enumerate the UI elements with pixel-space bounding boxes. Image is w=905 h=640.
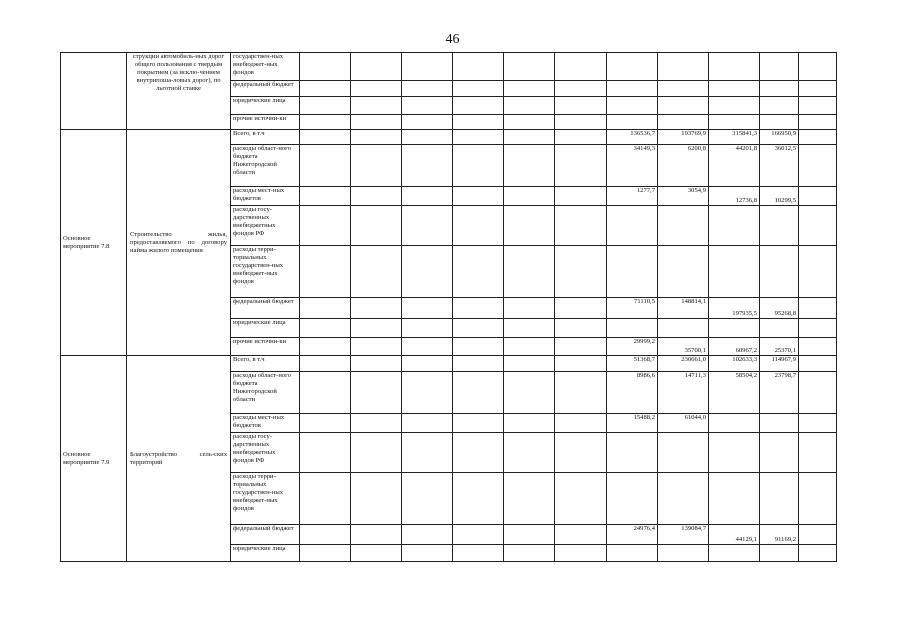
empty-cell xyxy=(453,525,504,545)
empty-cell xyxy=(555,246,607,298)
empty-cell xyxy=(555,433,607,473)
empty-cell xyxy=(300,246,351,298)
empty-cell xyxy=(453,298,504,319)
value-cell: 91169,2 xyxy=(760,525,799,545)
value-cell: 193769,9 xyxy=(658,130,709,145)
empty-cell xyxy=(799,145,837,187)
value-cell: 315841,3 xyxy=(709,130,760,145)
empty-cell xyxy=(799,372,837,414)
empty-cell xyxy=(402,206,453,246)
description-cell: Благоустройство сель-ских территорий xyxy=(127,356,231,562)
empty-cell xyxy=(402,115,453,130)
empty-cell xyxy=(402,545,453,562)
source-cell: федеральный бюджет xyxy=(231,298,300,319)
empty-cell xyxy=(453,319,504,338)
empty-cell xyxy=(453,115,504,130)
empty-cell xyxy=(504,246,555,298)
source-cell: прочие источни-ки xyxy=(231,338,300,356)
empty-cell xyxy=(555,356,607,372)
empty-cell xyxy=(300,97,351,115)
value-cell: 25370,1 xyxy=(760,338,799,356)
empty-cell xyxy=(504,319,555,338)
value-cell xyxy=(760,97,799,115)
value-cell: 6200,8 xyxy=(658,145,709,187)
empty-cell xyxy=(300,145,351,187)
value-cell xyxy=(658,246,709,298)
empty-cell xyxy=(453,473,504,525)
empty-cell xyxy=(453,372,504,414)
empty-cell xyxy=(300,115,351,130)
value-cell xyxy=(709,473,760,525)
empty-cell xyxy=(300,81,351,97)
empty-cell xyxy=(402,356,453,372)
value-cell xyxy=(709,53,760,81)
value-cell xyxy=(607,545,658,562)
value-cell: 95268,8 xyxy=(760,298,799,319)
empty-cell xyxy=(351,206,402,246)
empty-cell xyxy=(453,246,504,298)
empty-cell xyxy=(351,115,402,130)
empty-cell xyxy=(799,97,837,115)
empty-cell xyxy=(555,414,607,433)
empty-cell xyxy=(402,298,453,319)
empty-cell xyxy=(453,206,504,246)
empty-cell xyxy=(453,433,504,473)
empty-cell xyxy=(504,433,555,473)
value-cell: 60967,2 xyxy=(709,338,760,356)
empty-cell xyxy=(351,433,402,473)
empty-cell xyxy=(504,130,555,145)
empty-cell xyxy=(555,145,607,187)
value-cell xyxy=(658,319,709,338)
empty-cell xyxy=(504,372,555,414)
value-cell xyxy=(658,473,709,525)
empty-cell xyxy=(351,525,402,545)
value-cell: 71110,5 xyxy=(607,298,658,319)
empty-cell xyxy=(402,53,453,81)
value-cell: 44201,8 xyxy=(709,145,760,187)
empty-cell xyxy=(351,246,402,298)
empty-cell xyxy=(504,473,555,525)
empty-cell xyxy=(351,319,402,338)
empty-cell xyxy=(555,473,607,525)
value-cell: 36012,5 xyxy=(760,145,799,187)
empty-cell xyxy=(300,525,351,545)
value-cell xyxy=(607,53,658,81)
source-cell: юридические лица xyxy=(231,319,300,338)
value-cell: 34149,3 xyxy=(607,145,658,187)
value-cell xyxy=(709,97,760,115)
empty-cell xyxy=(402,525,453,545)
empty-cell xyxy=(799,81,837,97)
empty-cell xyxy=(555,545,607,562)
empty-cell xyxy=(351,187,402,206)
empty-cell xyxy=(300,372,351,414)
empty-cell xyxy=(300,298,351,319)
value-cell xyxy=(607,433,658,473)
value-cell xyxy=(760,319,799,338)
empty-cell xyxy=(300,414,351,433)
value-cell: 51368,7 xyxy=(607,356,658,372)
empty-cell xyxy=(799,246,837,298)
source-cell: расходы госу-дарственных внебюджетных фондов РФ xyxy=(231,206,300,246)
empty-cell xyxy=(555,298,607,319)
empty-cell xyxy=(300,187,351,206)
value-cell xyxy=(658,206,709,246)
empty-cell xyxy=(351,338,402,356)
empty-cell xyxy=(799,433,837,473)
value-cell: 58504,2 xyxy=(709,372,760,414)
empty-cell xyxy=(351,356,402,372)
value-cell xyxy=(760,53,799,81)
empty-cell xyxy=(799,130,837,145)
empty-cell xyxy=(799,525,837,545)
value-cell xyxy=(709,246,760,298)
table-row xyxy=(61,130,837,145)
value-cell xyxy=(658,433,709,473)
empty-cell xyxy=(799,53,837,81)
source-cell: расходы терри-ториальных государствен-ных внебюджет-ных фондов xyxy=(231,246,300,298)
funding-table xyxy=(60,52,837,562)
empty-cell xyxy=(453,545,504,562)
empty-cell xyxy=(555,525,607,545)
value-cell: 8986,6 xyxy=(607,372,658,414)
empty-cell xyxy=(799,319,837,338)
source-cell: расходы мест-ных бюджетов xyxy=(231,414,300,433)
empty-cell xyxy=(300,473,351,525)
value-cell xyxy=(607,97,658,115)
source-cell: федеральный бюджет xyxy=(231,525,300,545)
value-cell: 14711,3 xyxy=(658,372,709,414)
value-cell xyxy=(658,115,709,130)
empty-cell xyxy=(453,356,504,372)
empty-cell xyxy=(402,145,453,187)
activity-cell: Основное мероприятие 7.8 xyxy=(61,130,127,356)
empty-cell xyxy=(402,433,453,473)
empty-cell xyxy=(351,372,402,414)
empty-cell xyxy=(453,97,504,115)
empty-cell xyxy=(799,298,837,319)
empty-cell xyxy=(555,53,607,81)
empty-cell xyxy=(351,414,402,433)
activity-cell: Основное мероприятие 7.9 xyxy=(61,356,127,562)
value-cell xyxy=(709,115,760,130)
empty-cell xyxy=(799,115,837,130)
value-cell xyxy=(760,545,799,562)
value-cell: 230661,0 xyxy=(658,356,709,372)
empty-cell xyxy=(453,53,504,81)
value-cell: 136536,7 xyxy=(607,130,658,145)
value-cell: 139084,7 xyxy=(658,525,709,545)
value-cell xyxy=(709,414,760,433)
empty-cell xyxy=(351,473,402,525)
empty-cell xyxy=(453,145,504,187)
value-cell xyxy=(709,319,760,338)
empty-cell xyxy=(300,545,351,562)
value-cell: 15488,2 xyxy=(607,414,658,433)
empty-cell xyxy=(555,81,607,97)
empty-cell xyxy=(453,414,504,433)
empty-cell xyxy=(799,356,837,372)
empty-cell xyxy=(351,97,402,115)
empty-cell xyxy=(504,206,555,246)
source-cell: Всего, в т.ч xyxy=(231,130,300,145)
empty-cell xyxy=(453,81,504,97)
activity-cell xyxy=(61,53,127,130)
empty-cell xyxy=(351,298,402,319)
value-cell xyxy=(760,246,799,298)
empty-cell xyxy=(453,338,504,356)
value-cell xyxy=(760,433,799,473)
source-cell: расходы госу-дарственных внебюджетных фондов РФ xyxy=(231,433,300,473)
empty-cell xyxy=(300,356,351,372)
empty-cell xyxy=(351,545,402,562)
value-cell: 35700,1 xyxy=(658,338,709,356)
source-cell: федеральный бюджет xyxy=(231,81,300,97)
value-cell xyxy=(709,206,760,246)
empty-cell xyxy=(555,187,607,206)
source-cell: расходы област-ного бюджета Нижегородской области xyxy=(231,372,300,414)
value-cell: 29999,2 xyxy=(607,338,658,356)
value-cell xyxy=(709,545,760,562)
value-cell xyxy=(760,414,799,433)
value-cell xyxy=(709,81,760,97)
value-cell: 12736,8 xyxy=(709,187,760,206)
empty-cell xyxy=(555,372,607,414)
empty-cell xyxy=(504,298,555,319)
empty-cell xyxy=(351,145,402,187)
value-cell: 114967,9 xyxy=(760,356,799,372)
empty-cell xyxy=(504,187,555,206)
empty-cell xyxy=(555,115,607,130)
empty-cell xyxy=(351,130,402,145)
value-cell: 10299,5 xyxy=(760,187,799,206)
empty-cell xyxy=(504,356,555,372)
description-cell: струкции автомобиль-ных дорог общего пользования с твердым покрытием (за исклю-чением внутрипоша-ловых дорог), по льготной ставке xyxy=(127,53,231,130)
empty-cell xyxy=(555,130,607,145)
empty-cell xyxy=(300,206,351,246)
source-cell: государствен-ных внебюджет-ных фондов xyxy=(231,53,300,81)
empty-cell xyxy=(799,414,837,433)
description-cell: Строительство жилья, предоставляемого по договору найма жилого помещения xyxy=(127,130,231,356)
empty-cell xyxy=(453,187,504,206)
source-cell: юридические лица xyxy=(231,545,300,562)
source-cell: Всего, в т.ч xyxy=(231,356,300,372)
empty-cell xyxy=(504,115,555,130)
empty-cell xyxy=(402,473,453,525)
source-cell: прочие источни-ки xyxy=(231,115,300,130)
value-cell xyxy=(658,81,709,97)
funding-table-body xyxy=(61,53,837,562)
empty-cell xyxy=(504,525,555,545)
value-cell xyxy=(760,115,799,130)
empty-cell xyxy=(402,338,453,356)
empty-cell xyxy=(799,338,837,356)
empty-cell xyxy=(799,206,837,246)
source-cell: расходы област-ного бюджета Нижегородской области xyxy=(231,145,300,187)
source-cell: расходы мест-ных бюджетов xyxy=(231,187,300,206)
source-cell: юридические лица xyxy=(231,97,300,115)
empty-cell xyxy=(351,81,402,97)
empty-cell xyxy=(504,414,555,433)
value-cell xyxy=(658,53,709,81)
value-cell xyxy=(709,433,760,473)
value-cell xyxy=(607,319,658,338)
value-cell xyxy=(607,115,658,130)
empty-cell xyxy=(402,414,453,433)
value-cell xyxy=(760,206,799,246)
value-cell: 61044,0 xyxy=(658,414,709,433)
table-row xyxy=(61,356,837,372)
empty-cell xyxy=(504,81,555,97)
empty-cell xyxy=(799,545,837,562)
value-cell xyxy=(607,206,658,246)
empty-cell xyxy=(402,187,453,206)
empty-cell xyxy=(555,319,607,338)
empty-cell xyxy=(300,338,351,356)
empty-cell xyxy=(799,473,837,525)
value-cell: 148814,1 xyxy=(658,298,709,319)
empty-cell xyxy=(453,130,504,145)
value-cell: 1277,7 xyxy=(607,187,658,206)
value-cell xyxy=(760,473,799,525)
value-cell xyxy=(760,81,799,97)
empty-cell xyxy=(402,130,453,145)
empty-cell xyxy=(402,246,453,298)
empty-cell xyxy=(504,97,555,115)
empty-cell xyxy=(504,53,555,81)
value-cell: 24976,4 xyxy=(607,525,658,545)
empty-cell xyxy=(402,81,453,97)
value-cell xyxy=(607,473,658,525)
value-cell: 166950,9 xyxy=(760,130,799,145)
source-cell: расходы терри-ториальных государствен-ных внебюджет-ных фондов xyxy=(231,473,300,525)
empty-cell xyxy=(799,187,837,206)
empty-cell xyxy=(555,206,607,246)
value-cell: 197935,5 xyxy=(709,298,760,319)
empty-cell xyxy=(300,130,351,145)
value-cell: 23798,7 xyxy=(760,372,799,414)
empty-cell xyxy=(402,372,453,414)
empty-cell xyxy=(351,53,402,81)
value-cell xyxy=(607,81,658,97)
value-cell: 3054,9 xyxy=(658,187,709,206)
table-row xyxy=(61,53,837,81)
value-cell: 44129,1 xyxy=(709,525,760,545)
value-cell xyxy=(607,246,658,298)
page-number: 46 xyxy=(445,32,460,47)
value-cell xyxy=(658,97,709,115)
empty-cell xyxy=(504,145,555,187)
empty-cell xyxy=(300,319,351,338)
empty-cell xyxy=(504,545,555,562)
empty-cell xyxy=(300,433,351,473)
empty-cell xyxy=(555,97,607,115)
empty-cell xyxy=(300,53,351,81)
empty-cell xyxy=(504,338,555,356)
empty-cell xyxy=(402,319,453,338)
value-cell: 102633,3 xyxy=(709,356,760,372)
value-cell xyxy=(658,545,709,562)
empty-cell xyxy=(555,338,607,356)
empty-cell xyxy=(402,97,453,115)
